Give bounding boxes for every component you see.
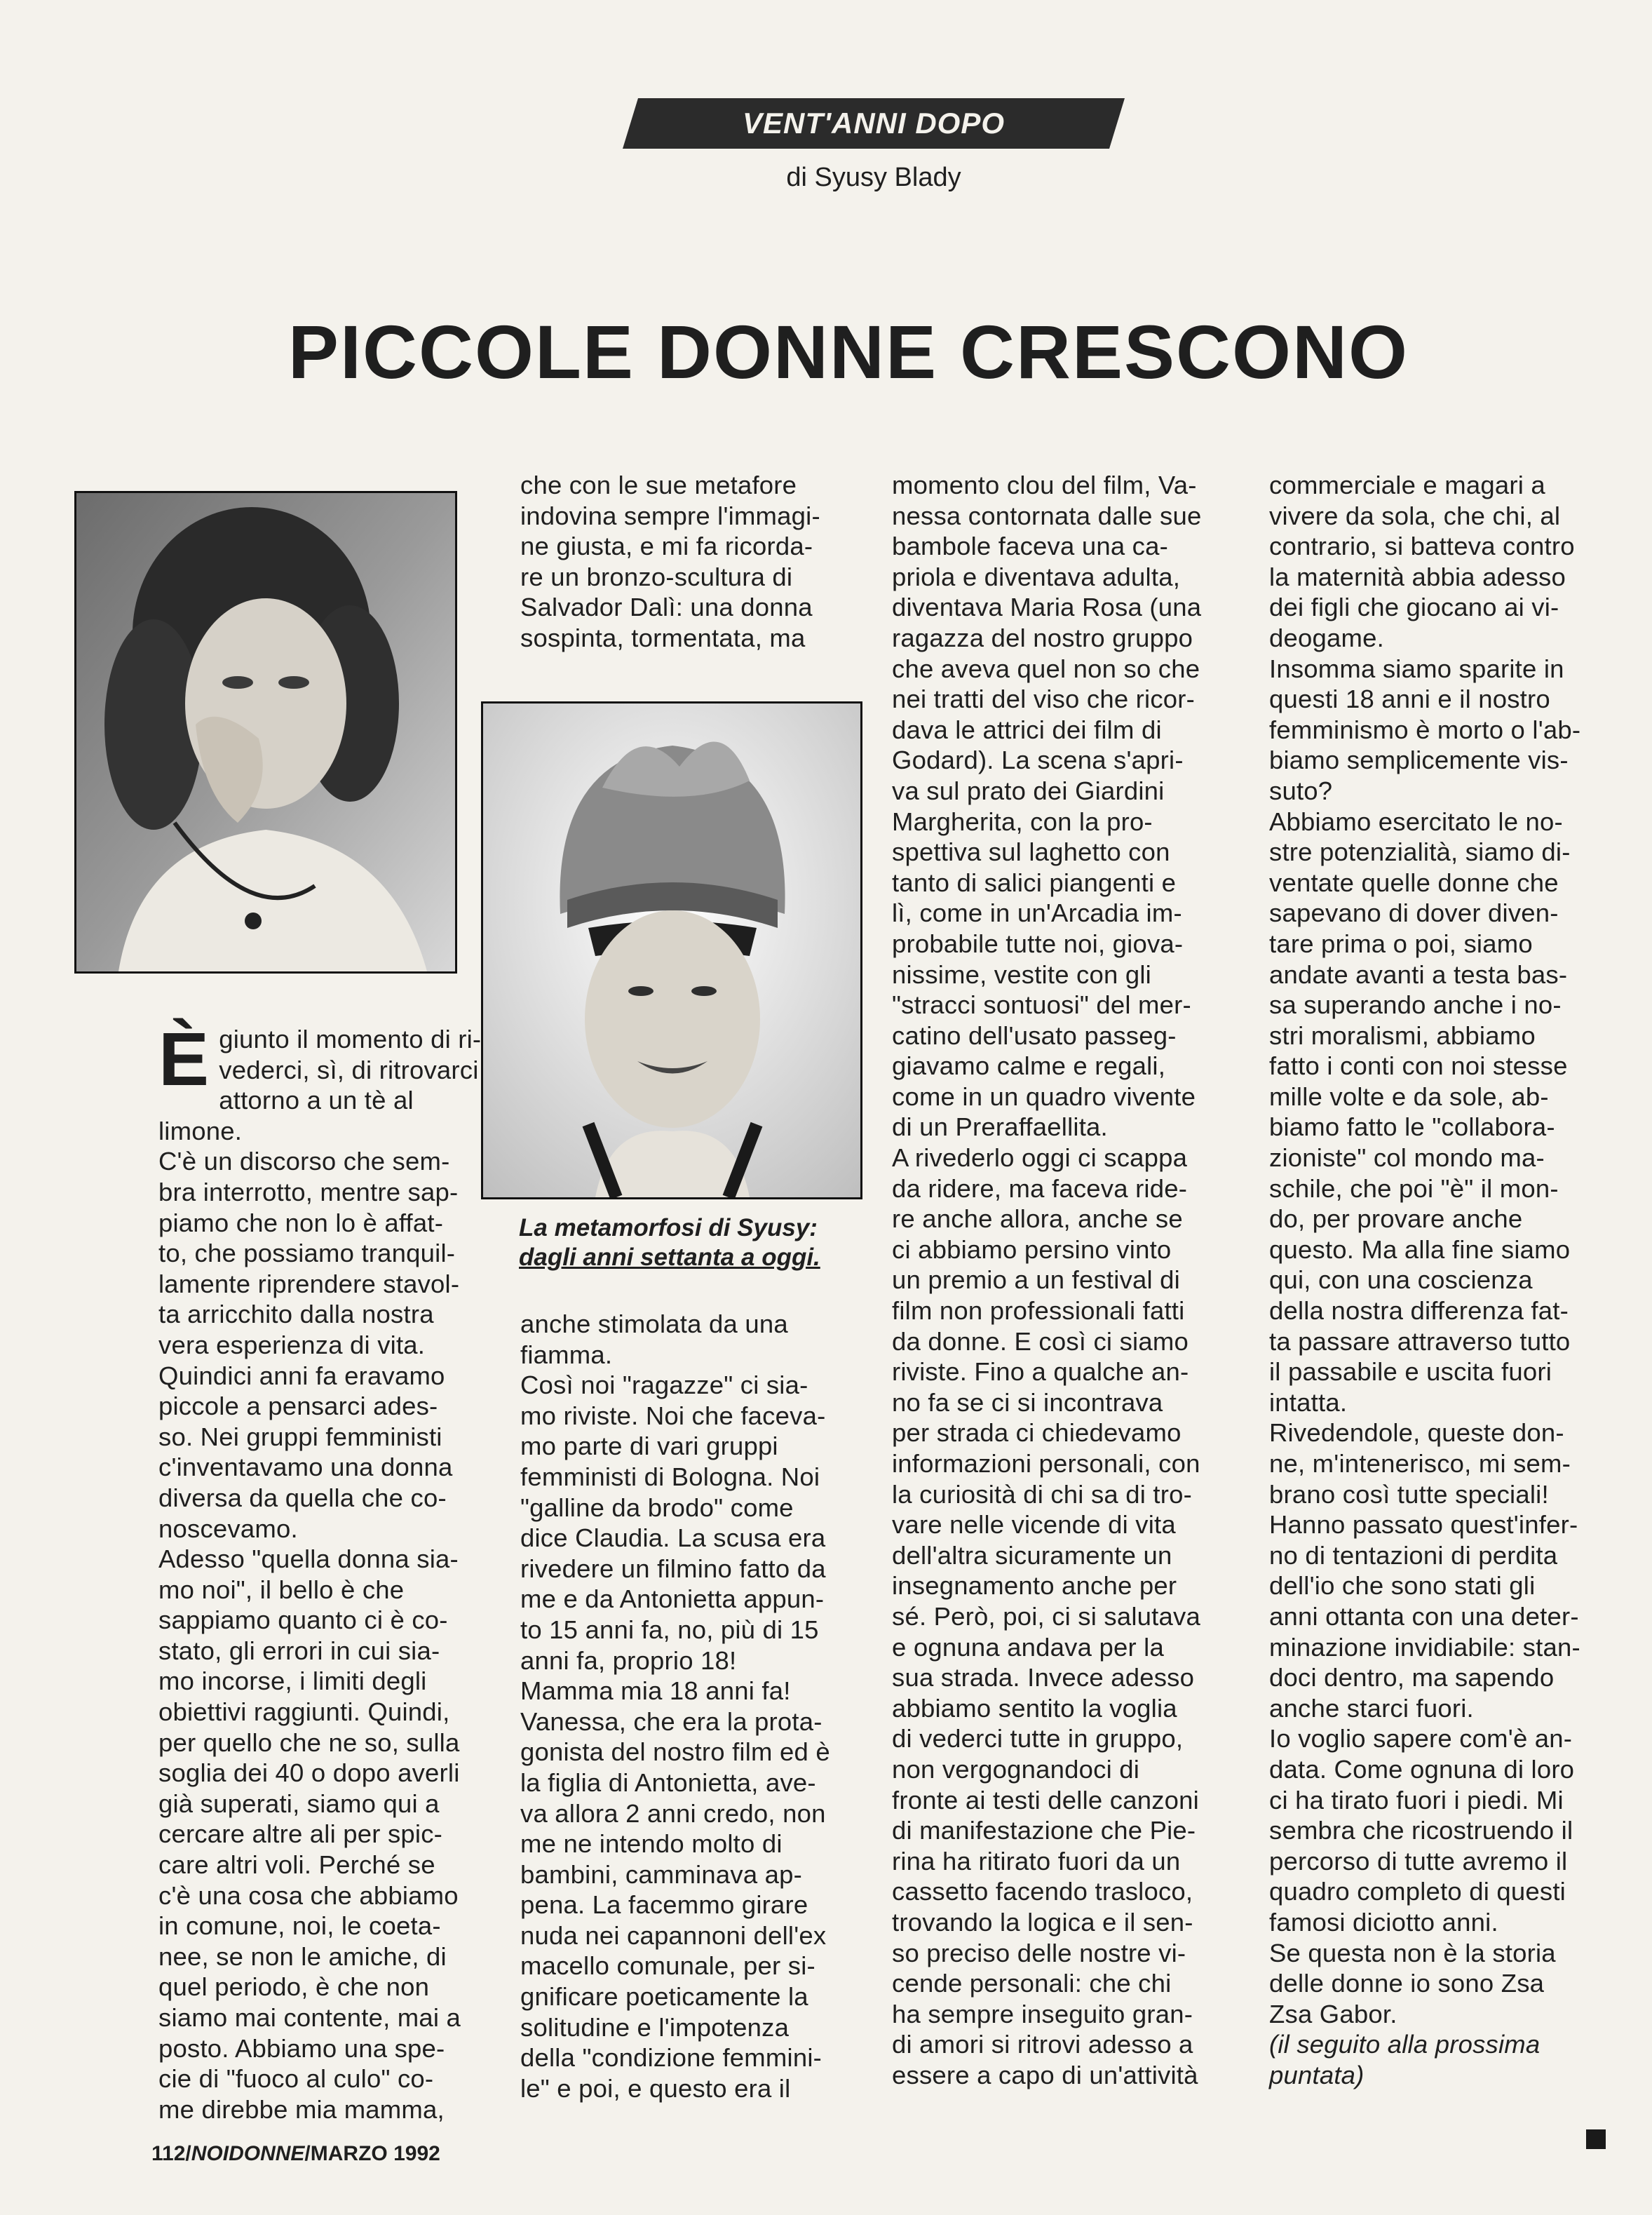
text-line: deogame. xyxy=(1269,623,1384,652)
text-line: le" e poi, e questo era il xyxy=(520,2073,791,2103)
text-line: stato, gli errori in cui sia- xyxy=(158,1636,440,1665)
text-line: noscevamo. xyxy=(158,1514,298,1543)
text-line: doci dentro, ma sapendo xyxy=(1269,1663,1555,1692)
text-line: per strada ci chiedevamo xyxy=(892,1418,1182,1448)
text-line: dell'altra sicuramente un xyxy=(892,1540,1172,1570)
portrait-young-woman-image xyxy=(76,493,455,971)
text-line: andate avanti a testa bas- xyxy=(1269,960,1568,989)
text-line: qui, con una coscienza xyxy=(1269,1265,1533,1295)
photo-caption xyxy=(519,1213,862,1272)
text-line: Insomma siamo sparite in xyxy=(1269,654,1564,683)
text-line: nei tratti del viso che ricor- xyxy=(892,685,1195,714)
text-line: per quello che ne so, sulla xyxy=(158,1728,460,1757)
text-line: suto? xyxy=(1269,776,1333,805)
text-line: della "condizione femmini- xyxy=(520,2043,822,2073)
text-line: so preciso delle nostre vi- xyxy=(892,1938,1186,1967)
text-line: indovina sempre l'immagi- xyxy=(520,501,820,530)
text-line: percorso di tutte avremo il xyxy=(1269,1846,1568,1876)
text-line: ci abbiamo persino vinto xyxy=(892,1234,1172,1264)
text-line: giavamo calme e regali, xyxy=(892,1051,1166,1081)
column-2-top-text xyxy=(520,470,857,654)
text-line: stri moralismi, abbiamo xyxy=(1269,1021,1536,1050)
text-line: da donne. E così ci siamo xyxy=(892,1326,1189,1356)
text-line: Margherita, con la pro- xyxy=(892,807,1153,836)
text-line: vare nelle vicende di vita xyxy=(892,1510,1176,1540)
text-line: ragazza del nostro gruppo xyxy=(892,623,1193,652)
text-line: film non professionali fatti xyxy=(892,1296,1185,1326)
text-line: fatto i conti con noi stesse xyxy=(1269,1051,1568,1081)
text-line: che aveva quel non so che xyxy=(892,654,1200,683)
text-line: Rivedendole, queste don- xyxy=(1269,1418,1564,1448)
page-title: PICCOLE DONNE CRESCONO xyxy=(287,309,1409,394)
text-line: dell'io che sono stati gli xyxy=(1269,1571,1536,1601)
text-line: Io voglio sapere com'è an- xyxy=(1269,1724,1573,1753)
text-line: c'inventavamo una donna xyxy=(158,1453,453,1482)
text-line: lì, come in un'Arcadia im- xyxy=(892,898,1182,928)
text-line: ventate quelle donne che xyxy=(1269,868,1559,897)
text-line: obiettivi raggiunti. Quindi, xyxy=(158,1697,450,1727)
text-line: dava le attrici dei film di xyxy=(892,715,1162,744)
text-line: da ridere, ma faceva ride- xyxy=(892,1173,1188,1203)
text-line: il passabile e uscita fuori xyxy=(1269,1357,1552,1387)
page-number: 112/ xyxy=(151,2142,191,2165)
text-line: no fa se ci si incontrava xyxy=(892,1387,1163,1417)
text-line: cassetto facendo trasloco, xyxy=(892,1877,1193,1906)
text-line: dice Claudia. La scusa era xyxy=(520,1523,826,1553)
text-line: piccole a pensarci ades- xyxy=(158,1392,438,1421)
text-line: delle donne io sono Zsa xyxy=(1269,1969,1545,1998)
text-line: questi 18 anni e il nostro xyxy=(1269,685,1550,714)
text-line: la maternità abbia adesso xyxy=(1269,562,1566,591)
text-line: ci ha tirato fuori i piedi. Mi xyxy=(1269,1785,1564,1815)
text-line: macello comunale, per si- xyxy=(520,1951,815,1981)
text-line: gnificare poeticamente la xyxy=(520,1982,808,2012)
text-line: cende personali: che chi xyxy=(892,1969,1172,1998)
text-line: ne, m'intenerisco, mi sem- xyxy=(1269,1449,1571,1478)
text-line: commerciale e magari a xyxy=(1269,471,1545,499)
text-line: tare prima o poi, siamo xyxy=(1269,929,1533,958)
text-line: re anche allora, anche se xyxy=(892,1204,1183,1234)
text-line: mo parte di vari gruppi xyxy=(520,1432,778,1461)
text-line: spettiva sul laghetto con xyxy=(892,837,1170,867)
text-line: vivere da sola, che chi, al xyxy=(1269,501,1561,530)
text-line: famosi diciotto anni. xyxy=(1269,1907,1498,1937)
text-line: la curiosità di chi sa di tro- xyxy=(892,1479,1192,1509)
text-line: sapevano di dover diven- xyxy=(1269,898,1559,928)
text-line: nee, se non le amiche, di xyxy=(158,1941,447,1971)
text-line: so. Nei gruppi femministi xyxy=(158,1422,442,1451)
text-line: di vederci tutte in gruppo, xyxy=(892,1724,1184,1753)
dropcap: È xyxy=(158,1016,210,1101)
text-line: diversa da quella che co- xyxy=(158,1483,447,1512)
text-line: Quindici anni fa eravamo xyxy=(158,1361,445,1390)
text-line: la figlia di Antonietta, ave- xyxy=(520,1768,816,1797)
text-line: bambole faceva una ca- xyxy=(892,532,1168,561)
text-line: insegnamento anche per xyxy=(892,1571,1177,1601)
text-line: come in un quadro vivente xyxy=(892,1082,1196,1111)
text-line: nissime, vestite con gli xyxy=(892,960,1151,989)
portrait-woman-headscarf-image xyxy=(483,703,860,1197)
text-line: sa superando anche i no- xyxy=(1269,990,1562,1020)
section-banner xyxy=(623,98,1125,149)
text-line: di manifestazione che Pie- xyxy=(892,1816,1196,1845)
text-line: trovando la logica e il sen- xyxy=(892,1907,1193,1937)
column-3-text xyxy=(892,470,1235,2090)
text-line: c'è una cosa che abbiamo xyxy=(158,1880,459,1910)
text-line: Così noi "ragazze" ci sia- xyxy=(520,1371,808,1400)
text-line: già superati, siamo qui a xyxy=(158,1789,440,1818)
text-line: ta arricchito dalla nostra xyxy=(158,1300,434,1329)
column-2-bottom-text xyxy=(520,1309,857,2103)
text-line: attorno a un tè al limone. xyxy=(158,1086,414,1145)
text-line: solitudine e l'impotenza xyxy=(520,2012,790,2042)
text-line: tanto di salici piangenti e xyxy=(892,868,1177,897)
text-line: ta passare attraverso tutto xyxy=(1269,1326,1571,1356)
text-line: questo. Ma alla fine siamo xyxy=(1269,1234,1571,1264)
magazine-name: NOIDONNE xyxy=(191,2142,305,2165)
text-line: catino dell'usato passeg- xyxy=(892,1021,1177,1050)
text-line: anche stimolata da una xyxy=(520,1310,788,1338)
text-line: nuda nei capannoni dell'ex xyxy=(520,1920,827,1950)
text-line: quadro completo di questi xyxy=(1269,1877,1566,1906)
text-line: cie di "fuoco al culo" co- xyxy=(158,2064,434,2094)
column-4-text xyxy=(1269,470,1613,2029)
text-line: Mamma mia 18 anni fa! xyxy=(520,1676,791,1706)
text-line: intatta. xyxy=(1269,1387,1348,1417)
text-line: abbiamo sentito la voglia xyxy=(892,1693,1177,1723)
text-line: vederci, sì, di ritrovarci xyxy=(219,1055,479,1084)
text-line: zioniste" col mondo ma- xyxy=(1269,1143,1545,1173)
caption-line-1: La metamorfosi di Syusy: xyxy=(519,1214,818,1241)
text-line: data. Come ognuna di loro xyxy=(1269,1754,1575,1784)
text-line: A rivederlo oggi ci scappa xyxy=(892,1143,1188,1173)
text-line: piamo che non lo è affat- xyxy=(158,1208,444,1237)
text-line: sé. Però, poi, ci si salutava xyxy=(892,1601,1200,1631)
text-line: ne giusta, e mi fa ricorda- xyxy=(520,532,813,561)
text-line: probabile tutte noi, giova- xyxy=(892,929,1184,958)
continued-note-2: puntata) xyxy=(1269,2060,1365,2089)
text-line: to, che possiamo tranquil- xyxy=(158,1239,456,1268)
text-line: momento clou del film, Va- xyxy=(892,471,1197,499)
section-label: VENT'ANNI DOPO xyxy=(742,107,1005,140)
text-line: biamo semplicemente vis- xyxy=(1269,746,1569,775)
text-line: stre potenzialità, siamo di- xyxy=(1269,837,1571,867)
text-line: pena. La facemmo girare xyxy=(520,1890,808,1920)
continued-note-1: (il seguito alla prossima xyxy=(1269,2030,1541,2059)
text-line: vera esperienza di vita. xyxy=(158,1330,426,1359)
text-line: Adesso "quella donna sia- xyxy=(158,1544,459,1574)
text-line: "stracci sontuosi" del mer- xyxy=(892,990,1191,1020)
text-line: care altri voli. Perché se xyxy=(158,1850,435,1880)
text-line: bra interrotto, mentre sap- xyxy=(158,1177,459,1206)
text-line: schile, che poi "è" il mon- xyxy=(1269,1173,1559,1203)
text-line: sua strada. Invece adesso xyxy=(892,1663,1195,1692)
end-mark xyxy=(1586,2129,1606,2149)
text-line: Se questa non è la storia xyxy=(1269,1938,1556,1967)
text-line: siamo mai contente, mai a xyxy=(158,2003,461,2032)
photo-1 xyxy=(74,491,457,974)
text-line: un premio a un festival di xyxy=(892,1265,1180,1295)
text-line: quel periodo, è che non xyxy=(158,1972,430,2002)
text-line: lamente riprendere stavol- xyxy=(158,1269,460,1298)
text-line: informazioni personali, con xyxy=(892,1449,1200,1478)
text-line: di amori si ritrovi adesso a xyxy=(892,2030,1193,2059)
text-line: Godard). La scena s'apri- xyxy=(892,746,1184,775)
article-column-2-top xyxy=(520,470,857,654)
text-line: Zsa Gabor. xyxy=(1269,1999,1397,2028)
text-line: anni ottanta con una deter- xyxy=(1269,1601,1579,1631)
text-line: non vergognandoci di xyxy=(892,1754,1140,1784)
text-line: to 15 anni fa, no, più di 15 xyxy=(520,1615,819,1644)
text-line: do, per provare anche xyxy=(1269,1204,1523,1234)
byline: di Syusy Blady xyxy=(786,163,961,192)
text-line: no di tentazioni di perdita xyxy=(1269,1540,1558,1570)
caption-line-2: dagli anni settanta a oggi. xyxy=(519,1244,820,1271)
text-line: va allora 2 anni credo, non xyxy=(520,1798,826,1828)
text-line: essere a capo di un'attività xyxy=(892,2060,1198,2089)
text-line: che con le sue metafore xyxy=(520,471,797,499)
text-line: mo riviste. Noi che faceva- xyxy=(520,1401,826,1430)
text-line: giunto il momento di ri- xyxy=(219,1025,482,1053)
text-line: sappiamo quanto ci è co- xyxy=(158,1605,448,1635)
text-line: e ognuna andava per la xyxy=(892,1632,1164,1662)
text-line: brano così tutte speciali! xyxy=(1269,1479,1549,1509)
text-line: "galline da brodo" come xyxy=(520,1493,794,1522)
text-line: minazione invidiabile: stan- xyxy=(1269,1632,1580,1662)
text-line: contrario, si batteva contro xyxy=(1269,532,1575,561)
text-line: C'è un discorso che sem- xyxy=(158,1147,450,1176)
text-line: priola e diventava adulta, xyxy=(892,562,1181,591)
article-column-4 xyxy=(1269,470,1613,2090)
text-line: diventava Maria Rosa (una xyxy=(892,593,1202,622)
text-line: nessa contornata dalle sue xyxy=(892,501,1202,530)
text-line: me direbbe mia mamma, xyxy=(158,2094,445,2124)
text-line: Vanessa, che era la prota- xyxy=(520,1706,822,1736)
article-column-3 xyxy=(892,470,1235,2090)
text-line: anche starci fuori. xyxy=(1269,1693,1474,1723)
article-column-2-bottom xyxy=(520,1309,857,2103)
text-line: me ne intendo molto di xyxy=(520,1829,783,1859)
text-line: mo noi", il bello è che xyxy=(158,1575,405,1604)
text-line: Abbiamo esercitato le no- xyxy=(1269,807,1563,836)
page-footer xyxy=(151,2142,440,2166)
text-line: riviste. Fino a qualche an- xyxy=(892,1357,1189,1387)
text-line: biamo fatto le "collabora- xyxy=(1269,1112,1555,1142)
text-line: dei figli che giocano ai vi- xyxy=(1269,593,1559,622)
text-line: posto. Abbiamo una spe- xyxy=(158,2033,445,2063)
text-line: di un Preraffaellita. xyxy=(892,1112,1108,1142)
text-line: rivedere un filmino fatto da xyxy=(520,1554,826,1583)
issue-date: /MARZO 1992 xyxy=(304,2142,440,2165)
text-line: cercare altre ali per spic- xyxy=(158,1819,443,1849)
text-line: va sul prato dei Giardini xyxy=(892,776,1165,805)
text-line: ha sempre inseguito gran- xyxy=(892,1999,1193,2028)
text-line: rina ha ritirato fuori da un xyxy=(892,1846,1181,1876)
text-line: gonista del nostro film ed è xyxy=(520,1737,830,1767)
text-line: sembra che ricostruendo il xyxy=(1269,1816,1573,1845)
text-line: Salvador Dalì: una donna xyxy=(520,593,813,622)
text-line: re un bronzo-scultura di xyxy=(520,562,793,591)
text-line: sospinta, tormentata, ma xyxy=(520,623,806,652)
text-line: fronte ai testi delle canzoni xyxy=(892,1785,1199,1815)
text-line: in comune, noi, le coeta- xyxy=(158,1911,441,1941)
text-line: mo incorse, i limiti degli xyxy=(158,1667,427,1696)
text-line: anni fa, proprio 18! xyxy=(520,1645,737,1675)
text-line: bambini, camminava ap- xyxy=(520,1859,803,1889)
text-line: femminismo è morto o l'ab- xyxy=(1269,715,1581,744)
text-line: soglia dei 40 o dopo averli xyxy=(158,1758,460,1788)
text-line: fiamma. xyxy=(520,1340,613,1369)
text-line: me e da Antonietta appun- xyxy=(520,1584,825,1614)
text-line: mille volte e da sole, ab- xyxy=(1269,1082,1549,1111)
text-line: della nostra differenza fat- xyxy=(1269,1296,1569,1326)
text-line: Hanno passato quest'infer- xyxy=(1269,1510,1578,1540)
article-column-1 xyxy=(158,1016,488,2125)
column-1-text xyxy=(158,1016,488,2125)
text-line: femministi di Bologna. Noi xyxy=(520,1462,820,1491)
photo-2 xyxy=(481,701,862,1199)
